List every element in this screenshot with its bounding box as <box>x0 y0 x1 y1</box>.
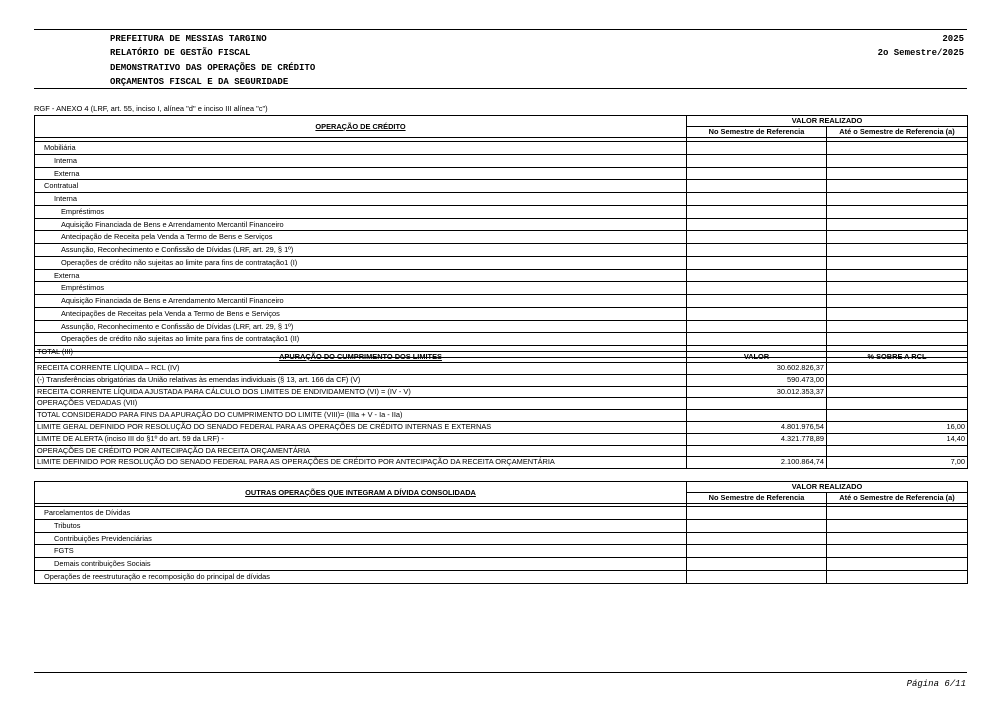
row-label: FGTS <box>35 545 687 558</box>
table-row <box>35 333 968 346</box>
footer-rule <box>34 672 967 673</box>
table-row <box>35 231 968 244</box>
row-label: Assunção, Reconhecimento e Confissão de Dívidas (LRF, art. 29, § 1º) <box>35 244 687 257</box>
row-label: Demais contribuições Sociais <box>35 558 687 571</box>
row-percent: 14,40 <box>827 433 968 445</box>
table-row <box>35 363 968 375</box>
table-row <box>35 457 968 469</box>
report-name: RELATÓRIO DE GESTÃO FISCAL <box>110 48 251 59</box>
row-label: LIMITE DE ALERTA (inciso III do §1º do art. 59 da LRF) - <box>35 433 687 445</box>
other-operations-table <box>34 481 968 584</box>
statement-name: DEMONSTRATIVO DAS OPERAÇÕES DE CRÉDITO <box>110 62 316 73</box>
row-value <box>687 398 827 410</box>
row-label: (-) Transferências obrigatórias da União relativas às emendas individuais (§ 13, art. 166 da CF) (V) <box>35 374 687 386</box>
row-value: 2.100.864,74 <box>687 457 827 469</box>
row-label: Contribuições Previdenciárias <box>35 532 687 545</box>
row-label: Antecipações de Receitas pela Venda a Termo de Bens e Serviços <box>35 307 687 320</box>
row-label: Externa <box>35 269 687 282</box>
annex-subtitle: RGF - ANEXO 4 (LRF, art. 55, inciso I, alínea "d" e inciso III alínea "c") <box>34 104 268 113</box>
table-row <box>35 142 968 155</box>
row-label: Interna <box>35 193 687 206</box>
table-row <box>35 507 968 520</box>
header-top-rule <box>34 29 967 30</box>
row-percent <box>827 398 968 410</box>
table-row <box>35 545 968 558</box>
value-header: VALOR <box>687 352 827 363</box>
table-row <box>35 256 968 269</box>
cumulative-header: Até o Semestre de Referencia (a) <box>827 493 968 504</box>
row-value: 4.321.778,89 <box>687 433 827 445</box>
row-percent <box>827 445 968 457</box>
row-label: RECEITA CORRENTE LÍQUIDA – RCL (IV) <box>35 363 687 375</box>
table-row <box>35 421 968 433</box>
row-value <box>687 410 827 422</box>
row-label: Aquisição Financiada de Bens e Arrendamento Mercantil Financeiro <box>35 295 687 308</box>
table-row <box>35 570 968 583</box>
table-row <box>35 398 968 410</box>
table-row <box>35 519 968 532</box>
header-right <box>878 32 964 61</box>
row-label: Empréstimos <box>35 282 687 295</box>
row-percent <box>827 386 968 398</box>
entity-name: PREFEITURA DE MESSIAS TARGINO <box>110 34 267 44</box>
row-label: Assunção, Reconhecimento e Confissão de Dívidas (LRF, art. 29, § 1º) <box>35 320 687 333</box>
semester-header: No Semestre de Referencia <box>687 493 827 504</box>
table-row <box>35 295 968 308</box>
table-row <box>35 269 968 282</box>
row-label: Operações de crédito não sujeitas ao limite para fins de contratação1 (II) <box>35 333 687 346</box>
table-row <box>35 282 968 295</box>
row-percent <box>827 363 968 375</box>
other-operations-header: OUTRAS OPERAÇÕES QUE INTEGRAM A DÍVIDA CONSOLIDADA <box>35 482 687 504</box>
realized-value-header: VALOR REALIZADO <box>687 116 968 127</box>
row-label: Externa <box>35 167 687 180</box>
table-row <box>35 244 968 257</box>
credit-operations-table <box>34 115 968 358</box>
report-year: 2025 <box>942 34 964 44</box>
table-row <box>35 218 968 231</box>
row-label: TOTAL CONSIDERADO PARA FINS DA APURAÇÃO DO CUMPRIMENTO DO LIMITE (VIII)= (IIIa + V - Ia - IIa) <box>35 410 687 422</box>
report-period: 2o Semestre/2025 <box>877 48 964 59</box>
row-percent <box>827 410 968 422</box>
row-value: 30.012.353,37 <box>687 386 827 398</box>
row-label: Aquisição Financiada de Bens e Arrendamento Mercantil Financeiro <box>35 218 687 231</box>
total-label: TOTAL (III) <box>35 346 687 358</box>
row-label: Mobiliária <box>35 142 687 155</box>
row-label: Parcelamentos de Dívidas <box>35 507 687 520</box>
row-label: LIMITE GERAL DEFINIDO POR RESOLUÇÃO DO SENADO FEDERAL PARA AS OPERAÇÕES DE CRÉDITO INTERNAS E EXTERNAS <box>35 421 687 433</box>
table-row <box>35 532 968 545</box>
limits-table <box>34 351 968 469</box>
row-label: Interna <box>35 154 687 167</box>
table-row <box>35 433 968 445</box>
row-percent: 7,00 <box>827 457 968 469</box>
row-label: Operações de crédito não sujeitas ao limite para fins de contratação1 (I) <box>35 256 687 269</box>
rcl-percent-header: % SOBRE A RCL <box>827 352 968 363</box>
table-row <box>35 193 968 206</box>
row-label: Empréstimos <box>35 205 687 218</box>
row-value: 4.801.976,54 <box>687 421 827 433</box>
table-row <box>35 445 968 457</box>
table-row <box>35 374 968 386</box>
credit-operations-header: OPERAÇÃO DE CRÉDITO <box>35 116 687 138</box>
row-label: RECEITA CORRENTE LÍQUIDA AJUSTADA PARA CÁLCULO DOS LIMITES DE ENDIVIDAMENTO (VI) = (IV - V) <box>35 386 687 398</box>
table-row <box>35 205 968 218</box>
page-number: Página 6/11 <box>906 679 966 689</box>
table-row <box>35 167 968 180</box>
semester-header: No Semestre de Referencia <box>687 127 827 138</box>
row-percent <box>827 374 968 386</box>
row-label: OPERAÇÕES VEDADAS (VII) <box>35 398 687 410</box>
table-row <box>35 307 968 320</box>
row-label: LIMITE DEFINIDO POR RESOLUÇÃO DO SENADO FEDERAL PARA AS OPERAÇÕES DE CRÉDITO POR ANTECIPAÇÃO DA RECEITA ORÇAMENTÁRIA <box>35 457 687 469</box>
header-bottom-rule <box>34 88 967 89</box>
row-label: Antecipação de Receita pela Venda a Termo de Bens e Serviços <box>35 231 687 244</box>
row-percent: 16,00 <box>827 421 968 433</box>
row-value <box>687 445 827 457</box>
table-row <box>35 558 968 571</box>
table-row <box>35 180 968 193</box>
realized-value-header: VALOR REALIZADO <box>687 482 968 493</box>
limits-header: APURAÇÃO DO CUMPRIMENTO DOS LIMITES <box>35 352 687 363</box>
row-value: 30.602.826,37 <box>687 363 827 375</box>
table-row <box>35 320 968 333</box>
cumulative-header: Até o Semestre de Referencia (a) <box>827 127 968 138</box>
row-label: Tributos <box>35 519 687 532</box>
row-value: 590.473,00 <box>687 374 827 386</box>
table-row <box>35 410 968 422</box>
row-label: Contratual <box>35 180 687 193</box>
table-row <box>35 154 968 167</box>
budget-scope: ORÇAMENTOS FISCAL E DA SEGURIDADE <box>110 76 289 87</box>
table-row <box>35 386 968 398</box>
row-label: Operações de reestruturação e recomposição do principal de dívidas <box>35 570 687 583</box>
header-left <box>110 32 315 89</box>
row-label: OPERAÇÕES DE CRÉDITO POR ANTECIPAÇÃO DA RECEITA ORÇAMENTÁRIA <box>35 445 687 457</box>
